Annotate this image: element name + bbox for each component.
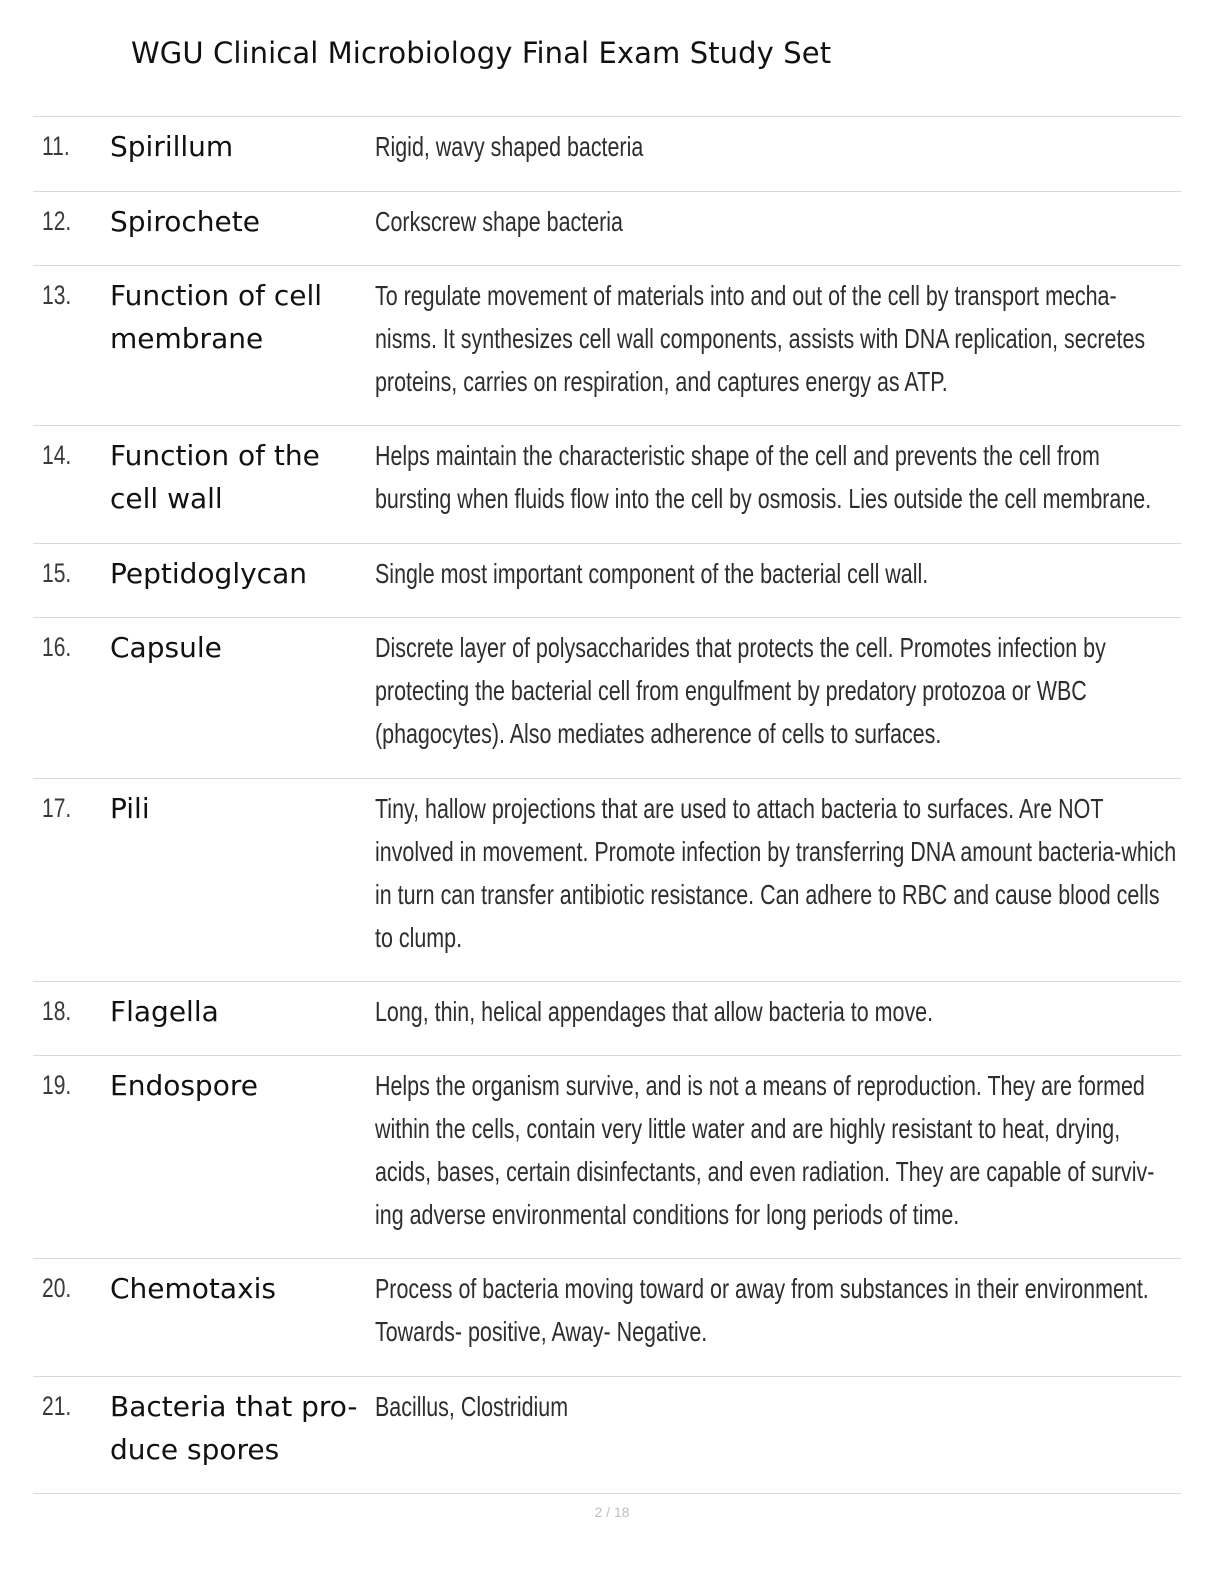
card-number: 15. xyxy=(42,558,72,588)
card-definition: Corkscrew shape bacteria xyxy=(375,206,623,237)
flashcard-list xyxy=(33,116,1181,1494)
card-definition: Single most important component of the bacterial cell wall. xyxy=(375,558,929,589)
card-number: 14. xyxy=(42,440,72,470)
card-term: Peptidoglycan xyxy=(110,557,307,590)
card-number: 13. xyxy=(42,280,72,310)
card-term: Spirillum xyxy=(110,130,234,163)
card-number: 16. xyxy=(42,632,72,662)
card-definition: Long, thin, helical appendages that allow bacteria to move. xyxy=(375,996,934,1027)
card-term: Function of the cell wall xyxy=(110,439,320,515)
flashcard-row xyxy=(33,544,1181,618)
card-term: Function of cell membrane xyxy=(110,279,323,355)
flashcard-row xyxy=(33,779,1181,982)
card-number: 11. xyxy=(42,131,70,161)
card-definition: Process of bacteria moving toward or away from substances in their environment. Towards- positive, Away- Negative. xyxy=(375,1273,1149,1347)
card-definition: Tiny, hallow projections that are used to attach bacteria to surfaces. Are NOT involved in movement. Promote infection by transferring DNA amount bacteria-which in turn can transfer antibiotic resistance. Can adhere to RBC and cause blood cells to clump. xyxy=(375,793,1177,953)
flashcard-row xyxy=(33,618,1181,779)
card-term: Endospore xyxy=(110,1069,258,1102)
card-definition: Helps the organism survive, and is not a means of reproduction. They are formed within the cells, contain very little water and are highly resistant to heat, drying, acids, bases, certain disinfectants, and even radiation. They are capable of surviv-ing adverse environmental conditions for long periods of time. xyxy=(375,1070,1155,1230)
card-term: Bacteria that pro-duce spores xyxy=(110,1390,358,1466)
flashcard-row xyxy=(33,426,1181,544)
card-term: Flagella xyxy=(110,995,219,1028)
flashcard-row xyxy=(33,982,1181,1056)
card-definition: Bacillus, Clostridium xyxy=(375,1391,569,1422)
card-definition: Rigid, wavy shaped bacteria xyxy=(375,131,644,162)
card-definition: Helps maintain the characteristic shape of the cell and prevents the cell from bursting when fluids flow into the cell by osmosis. Lies outside the cell membrane. xyxy=(375,440,1152,514)
card-term: Chemotaxis xyxy=(110,1272,277,1305)
flashcard-row xyxy=(33,192,1181,266)
card-number: 12. xyxy=(42,206,72,236)
card-term: Capsule xyxy=(110,631,222,664)
card-number: 17. xyxy=(42,793,72,823)
flashcard-row xyxy=(33,1377,1181,1494)
card-number: 21. xyxy=(42,1391,72,1421)
page-title: WGU Clinical Microbiology Final Exam Study Set xyxy=(131,36,832,70)
flashcard-row xyxy=(33,1259,1181,1377)
flashcard-row xyxy=(33,1056,1181,1259)
page-number: 2 / 18 xyxy=(594,1504,630,1520)
card-term: Pili xyxy=(110,792,150,825)
flashcard-row xyxy=(33,117,1181,192)
card-definition: Discrete layer of polysaccharides that protects the cell. Promotes infection by protecting the bacterial cell from engulfment by predatory protozoa or WBC (phagocytes). Also mediates adherence of cells to surfaces. xyxy=(375,632,1106,749)
card-number: 19. xyxy=(42,1070,72,1100)
flashcard-row xyxy=(33,266,1181,426)
card-number: 18. xyxy=(42,996,72,1026)
card-number: 20. xyxy=(42,1273,72,1303)
card-definition: To regulate movement of materials into and out of the cell by transport mecha-nisms. It synthesizes cell wall components, assists with DNA replication, secretes proteins, carries on respiration, and captures energy as ATP. xyxy=(375,280,1146,397)
card-term: Spirochete xyxy=(110,205,260,238)
